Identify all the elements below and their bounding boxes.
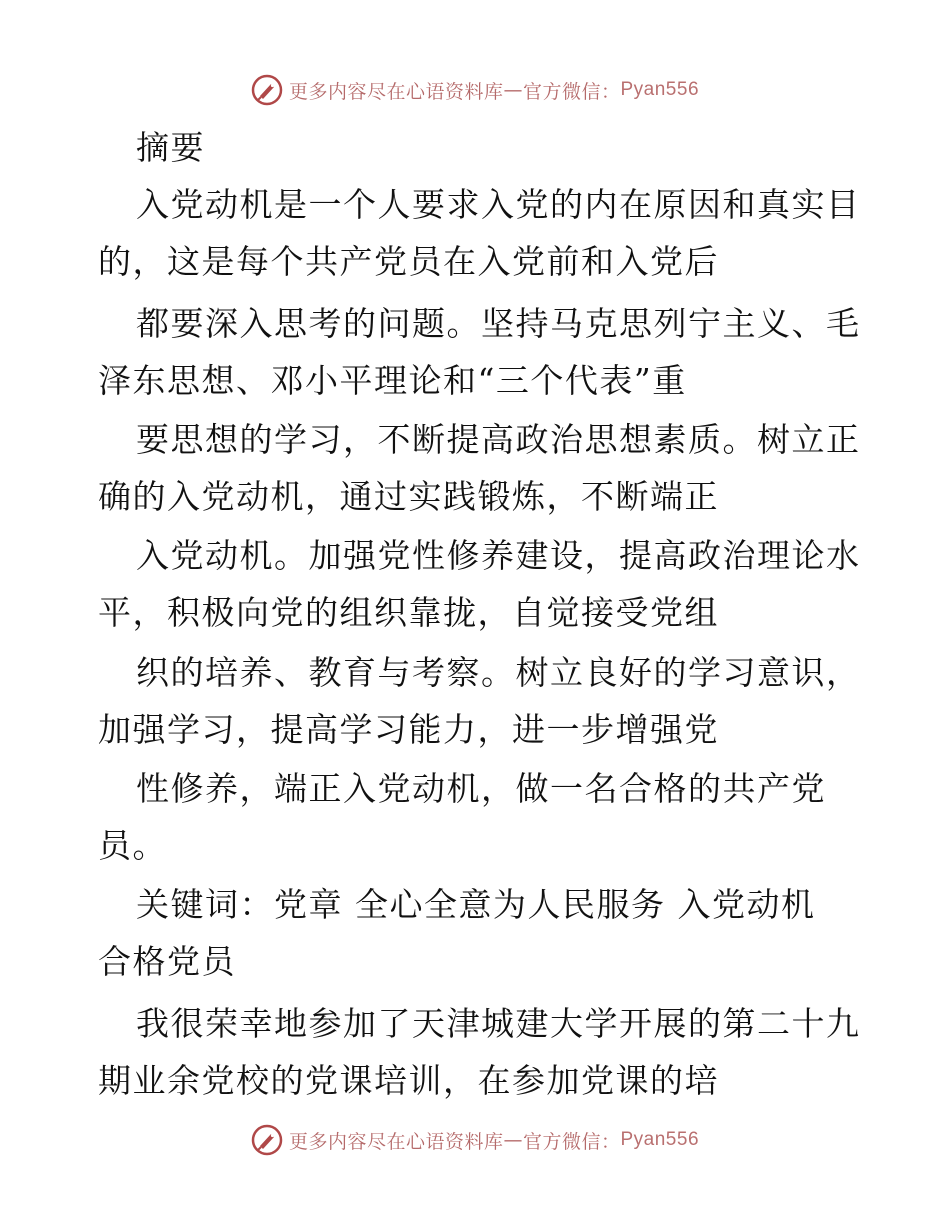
watermark-brand: 更多内容尽在心语资料库	[288, 1130, 504, 1153]
keywords-line: 合格党员	[98, 942, 236, 981]
text-line: 入党动机。加强党性修养建设，提高政治理论水	[136, 536, 861, 575]
watermark-wechat-label: 官方微信：	[522, 1130, 621, 1153]
pen-nib-logo-icon	[251, 74, 283, 106]
footer-watermark	[0, 1120, 950, 1160]
watermark-wechat-label: 官方微信：	[522, 80, 621, 103]
watermark-brand: 更多内容尽在心语资料库	[288, 80, 504, 103]
text-line: 泽东思想、邓小平理论和“三个代表”重	[98, 361, 687, 400]
watermark-wechat-id: Pyan556	[620, 79, 700, 100]
text-line: 都要深入思考的问题。坚持马克思列宁主义、毛	[136, 304, 861, 343]
text-line: 期业余党校的党课培训，在参加党课的培	[98, 1061, 719, 1100]
text-line: 要思想的学习，不断提高政治思想素质。树立正	[136, 420, 861, 459]
header-watermark	[0, 70, 950, 110]
text-line: 平，积极向党的组织靠拢，自觉接受党组	[98, 593, 719, 632]
text-line: 的，这是每个共产党员在入党前和入党后	[98, 242, 719, 281]
keywords-line: 关键词：党章 全心全意为人民服务 入党动机	[136, 885, 816, 924]
text-line: 确的入党动机，通过实践锻炼，不断端正	[98, 477, 719, 516]
abstract-heading: 摘要	[136, 128, 205, 167]
pen-nib-logo-icon	[251, 1124, 283, 1156]
text-line: 员。	[98, 826, 167, 865]
text-line: 我很荣幸地参加了天津城建大学开展的第二十九	[136, 1004, 861, 1043]
text-line: 加强学习，提高学习能力，进一步增强党	[98, 710, 719, 749]
text-line: 织的培养、教育与考察。树立良好的学习意识，	[136, 653, 861, 692]
watermark-separator: —	[503, 79, 523, 101]
watermark-wechat-id: Pyan556	[620, 1129, 700, 1150]
text-line: 性修养，端正入党动机，做一名合格的共产党	[136, 769, 826, 808]
text-line: 入党动机是一个人要求入党的内在原因和真实目	[136, 185, 861, 224]
watermark-separator: —	[503, 1129, 523, 1151]
